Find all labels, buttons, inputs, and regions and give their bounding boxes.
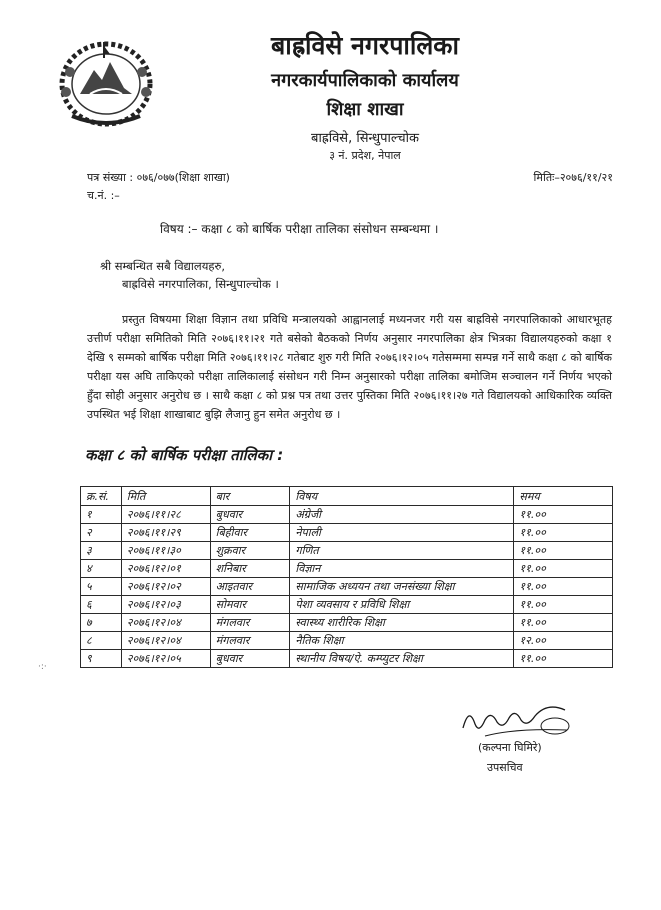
office-address: बाह्रविसे, सिन्धुपाल्चोक [311, 131, 419, 146]
table-row [81, 596, 613, 614]
addressee-line-2: बाह्रविसे नगरपालिका, सिन्धुपाल्चोक । [122, 277, 279, 291]
exam-schedule-table [80, 486, 613, 668]
cell-subject: नेपाली [290, 524, 514, 542]
cell-day: सोमवार [210, 596, 290, 614]
cell-sn: ८ [81, 632, 122, 650]
cell-time: ११.०० [514, 542, 613, 560]
table-title: कक्षा ८ को बार्षिक परीक्षा तालिका : [85, 446, 284, 464]
signatory-title: उपसचिव [487, 761, 523, 774]
office-name: नगरकार्यपालिकाको कार्यालय [271, 70, 459, 91]
cell-day: मंगलवार [210, 632, 290, 650]
table-row [81, 650, 613, 668]
cell-time: ११.०० [514, 524, 613, 542]
body-paragraph: प्रस्तुत विषयमा शिक्षा विज्ञान तथा प्रविधि मन्त्रालयको आह्वानलाई मध्यनजर गरी यस बाह्रविसे नगरपालिकाको आधारभूतह उत्तीर्ण परीक्षा समितिको मिति २०७६।११।२१ गते बसेको बैठकको निर्णय अनुसार नगरपालिका क्षेत्र भित्रका विद्यालयहरुको कक्षा १ देखि ९ सम्मको बार्षिक परीक्षा मिति २०७६।११।२८ गतेबाट शुरु गरी मिति २०७६।१२।०५ गतेसम्ममा सम्पन्न गर्ने साथै कक्षा ८ को बार्षिक परीक्षा यस अघि ताकिएको परीक्षा तालिकालाई संसोधन गरी निम्न अनुसारको परीक्षा तालिका बमोजिम सञ्चालन गर्ने निर्णय भएको हुँदा सोही अनुसार अनुरोध छ । साथै कक्षा ८ को प्रश्न पत्र तथा उत्तर पुस्तिका मिति २०७६।११।२७ गते विद्यालयको आधिकारिक व्यक्ति उपस्थित भई शिक्षा शाखाबाट बुझि लैजानु हुन समेत अनुरोध छ । [87, 313, 612, 421]
subject-line: विषय :– कक्षा ८ को बार्षिक परीक्षा तालिका संसोधन सम्बन्धमा । [160, 222, 439, 236]
cell-sn: २ [81, 524, 122, 542]
cell-sn: ४ [81, 560, 122, 578]
signatory-name: (कल्पना घिमिरे) [478, 741, 542, 754]
table-row [81, 506, 613, 524]
table-row [81, 632, 613, 650]
province-line: ३ नं. प्रदेश, नेपाल [329, 149, 401, 162]
letter-number: पत्र संख्या : ०७६/०७७(शिक्षा शाखा) [87, 171, 230, 184]
cell-day: शनिबार [210, 560, 290, 578]
cell-sn: ३ [81, 542, 122, 560]
cell-day: बुधवार [210, 506, 290, 524]
cell-sn: ७ [81, 614, 122, 632]
cell-time: ११.०० [514, 614, 613, 632]
table-row [81, 614, 613, 632]
cell-day: बिहीवार [210, 524, 290, 542]
header-date: मिति [121, 487, 210, 506]
section-name: शिक्षा शाखा [326, 99, 404, 120]
cell-subject: सामाजिक अध्ययन तथा जनसंख्या शिक्षा [290, 578, 514, 596]
cell-time: ११.०० [514, 596, 613, 614]
cell-day: शुक्रवार [210, 542, 290, 560]
nepal-emblem-icon [50, 32, 162, 132]
header-day: बार [210, 487, 290, 506]
cell-subject: स्थानीय विषय/ऐ. कम्प्युटर शिक्षा [290, 650, 514, 668]
table-row [81, 578, 613, 596]
table-row [81, 560, 613, 578]
cell-sn: ५ [81, 578, 122, 596]
cell-day: बुधवार [210, 650, 290, 668]
addressee-line-1: श्री सम्बन्धित सबै विद्यालयहरु, [100, 259, 225, 273]
cell-date: २०७६।११।२८ [121, 506, 210, 524]
cell-date: २०७६।१२।०३ [121, 596, 210, 614]
cell-day: मंगलवार [210, 614, 290, 632]
cell-sn: ९ [81, 650, 122, 668]
cell-subject: नैतिक शिक्षा [290, 632, 514, 650]
header-time: समय [514, 487, 613, 506]
cell-time: ११.०० [514, 560, 613, 578]
cell-date: २०७६।१२।०४ [121, 614, 210, 632]
dispatch-number: च.नं. :– [87, 189, 120, 202]
header-subject: विषय [290, 487, 514, 506]
cell-day: आइतवार [210, 578, 290, 596]
cell-subject: विज्ञान [290, 560, 514, 578]
cell-date: २०७६।११।३० [121, 542, 210, 560]
cell-sn: १ [81, 506, 122, 524]
cell-date: २०७६।१२।०५ [121, 650, 210, 668]
cell-time: ११.०० [514, 578, 613, 596]
cell-date: २०७६।११।२९ [121, 524, 210, 542]
cell-date: २०७६।१२।०२ [121, 578, 210, 596]
cell-subject: गणित [290, 542, 514, 560]
letter-date: मितिः–२०७६/११/२१ [533, 171, 613, 184]
cell-subject: स्वास्थ्य शारीरिक शिक्षा [290, 614, 514, 632]
cell-time: १२.०० [514, 632, 613, 650]
cell-time: ११.०० [514, 506, 613, 524]
scan-mark: ·:· [38, 662, 47, 672]
signature-mark [455, 698, 575, 743]
cell-subject: पेशा व्यवसाय र प्रविधि शिक्षा [290, 596, 514, 614]
cell-sn: ६ [81, 596, 122, 614]
cell-subject: अंग्रेजी [290, 506, 514, 524]
header-sn: क्र.सं. [81, 487, 122, 506]
table-row [81, 542, 613, 560]
table-header-row [81, 487, 613, 506]
table-row [81, 524, 613, 542]
cell-date: २०७६।१२।०४ [121, 632, 210, 650]
cell-date: २०७६।१२।०१ [121, 560, 210, 578]
municipality-name: बाह्रविसे नगरपालिका [271, 31, 459, 60]
cell-time: ११.०० [514, 650, 613, 668]
